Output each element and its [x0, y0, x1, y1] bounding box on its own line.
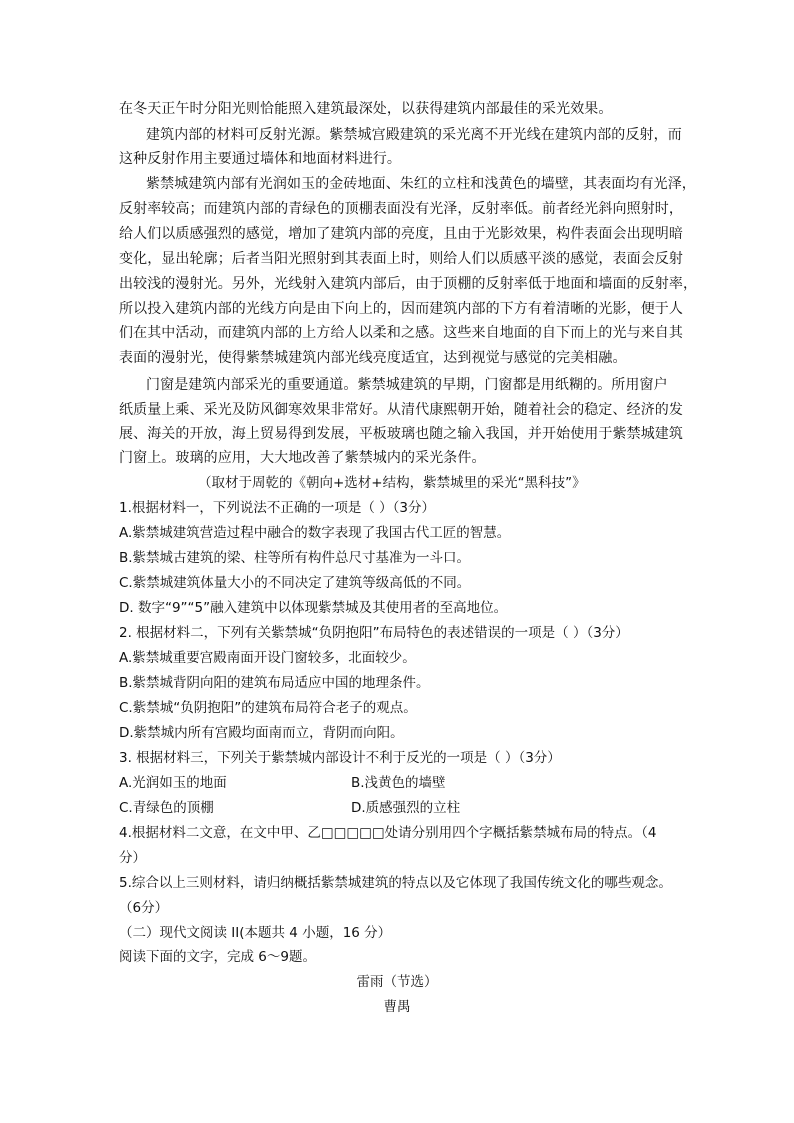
passage-line: 们在其中活动，而建筑内部的上方给人以柔和之感。这些来自地面的自下而上的光与来自其: [119, 325, 683, 341]
question-1-option-c: C.紫禁城建筑体量大小的不同决定了建筑等级高低的不同。: [119, 575, 471, 591]
passage-line: 建筑内部的材料可反射光源。紫禁城宫殿建筑的采光离不开光线在建筑内部的反射，而: [146, 127, 682, 143]
section-heading: （二）现代文阅读 II(本题共 4 小题，16 分）: [119, 925, 392, 941]
passage-line: 表面的漫射光，使得紫禁城建筑内部光线亮度适宜，达到视觉与感觉的完美相融。: [119, 350, 627, 366]
passage-line: 给人们以质感强烈的感觉，增加了建筑内部的亮度，且由于光影效果，构件表面会出现明暗: [119, 226, 683, 242]
passage-line: 变化，显出轮廓；后者当阳光照射到其表面上时，则给人们以质感平淡的感觉，表面会反射: [119, 251, 683, 267]
question-2-option-b: B.紫禁城背阴向阳的建筑布局适应中国的地理条件。: [119, 675, 430, 691]
excerpt-title: 雷雨（节选）: [356, 974, 438, 990]
passage-line: 在冬天正午时分阳光则恰能照入建筑最深处，以获得建筑内部最佳的采光效果。: [119, 101, 613, 117]
passage-line: 反射率较高；而建筑内部的青绿色的顶棚表面没有光泽，反射率低。前者经光斜向照射时，: [119, 201, 683, 217]
excerpt-author: 曹禺: [383, 999, 411, 1015]
question-3-option-d: D.质感强烈的立柱: [351, 800, 461, 816]
passage-line: 门窗是建筑内部采光的重要通道。紫禁城建筑的早期，门窗都是用纸糊的。所用窗户: [146, 377, 668, 393]
section-instruction: 阅读下面的文字，完成 6～9题。: [119, 949, 316, 965]
question-3-stem: 3. 根据材料三，下列关于紫禁城内部设计不利于反光的一项是（ ）（3分）: [119, 750, 561, 766]
question-4-line: 4.根据材料二文意，在文中甲、乙□□□□□处请分别用四个字概括紫禁城布局的特点。（4: [119, 825, 657, 841]
question-5-line: 5.综合以上三则材料，请归纳概括紫禁城建筑的特点以及它体现了我国传统文化的哪些观念。: [119, 875, 672, 891]
question-2-option-c: C.紫禁城“负阴抱阳”的建筑布局符合老子的观点。: [119, 700, 417, 716]
passage-line: 出较浅的漫射光。另外，光线射入建筑内部后，由于顶棚的反射率低于地面和墙面的反射率，: [119, 276, 698, 292]
question-2-option-d: D.紫禁城内所有宫殿均面南而立，背阴而向阳。: [119, 725, 404, 741]
question-3-option-b: B.浅黄色的墙壁: [351, 775, 446, 791]
source-citation: （取材于周乾的《朝向+选材+结构，紫禁城里的采光“黑科技”》: [198, 475, 586, 491]
question-4-line: 分）: [119, 850, 146, 866]
question-2-stem: 2. 根据材料二，下列有关紫禁城“负阴抱阳”布局特色的表述错误的一项是（ ）（3分）: [119, 625, 629, 641]
passage-line: 展、海关的开放，海上贸易得到发展，平板玻璃也随之输入我国，并开始使用于紫禁城建筑: [119, 426, 683, 442]
question-1-stem: 1.根据材料一，下列说法不正确的一项是（ ）（3分）: [119, 500, 436, 516]
passage-line: 门窗上。玻璃的应用，大大地改善了紫禁城内的采光条件。: [119, 450, 486, 466]
question-1-option-a: A.紫禁城建筑营造过程中融合的数字表现了我国古代工匠的智慧。: [119, 525, 511, 541]
question-1-option-d: D. 数字“9”“5”融入建筑中以体现紫禁城及其使用者的至高地位。: [119, 600, 508, 616]
passage-line: 所以投入建筑内部的光线方向是由下向上的，因而建筑内部的下方有着清晰的光影，便于人: [119, 301, 683, 317]
question-3-option-a: A.光润如玉的地面: [119, 775, 227, 791]
question-1-option-b: B.紫禁城古建筑的梁、柱等所有构件总尺寸基准为一斗口。: [119, 550, 471, 566]
question-2-option-a: A.紫禁城重要宫殿南面开设门窗较多，北面较少。: [119, 650, 416, 666]
passage-line: 紫禁城建筑内部有光润如玉的金砖地面、朱红的立柱和浅黄色的墙壁，其表面均有光泽，: [146, 176, 696, 192]
passage-line: 这种反射作用主要通过墙体和地面材料进行。: [119, 151, 401, 167]
question-5-line: （6分）: [119, 900, 169, 916]
question-3-option-c: C.青绿色的顶棚: [119, 800, 214, 816]
passage-line: 纸质量上乘、采光及防风御寒效果非常好。从清代康熙朝开始，随着社会的稳定、经济的发: [119, 402, 683, 418]
